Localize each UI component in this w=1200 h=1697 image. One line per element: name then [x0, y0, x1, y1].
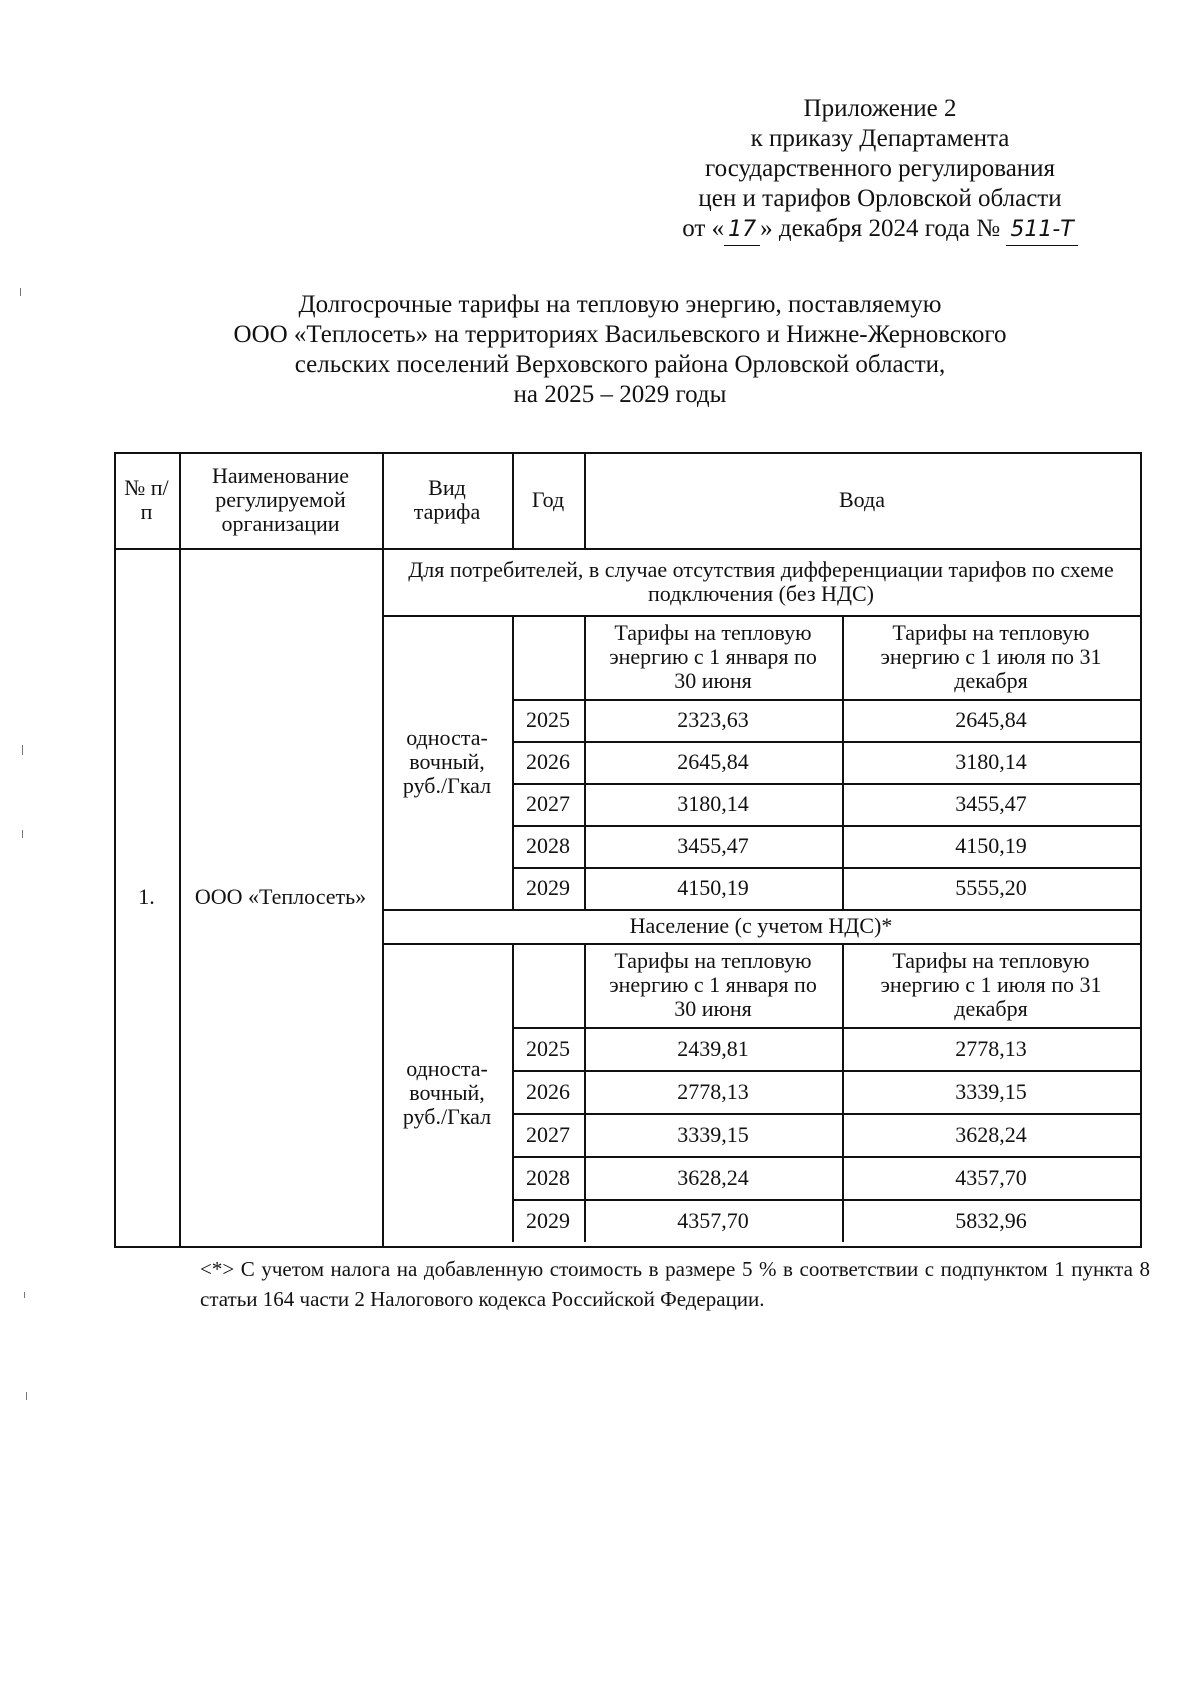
column-header-jan-jun: Тарифы на тепловую энергию с 1 января по 30 июня: [609, 948, 817, 1021]
row-year: 2028: [526, 833, 570, 858]
row-year: 2026: [526, 1078, 570, 1104]
scan-speck: [22, 830, 23, 838]
row-year: 2025: [526, 707, 570, 732]
tariff-value-jul-dec: 2778,13: [955, 1035, 1027, 1061]
row-year: 2026: [526, 749, 570, 774]
appendix-header: [600, 94, 1160, 246]
header-water: Вода: [839, 487, 885, 512]
table-border: [1140, 452, 1142, 1248]
scan-speck: [20, 288, 21, 296]
tariff-value-jul-dec: 3628,24: [955, 1121, 1027, 1147]
tariff-type: односта-вочный, руб./Гкал: [402, 1055, 492, 1129]
tariff-type: односта-вочный, руб./Гкал: [402, 725, 492, 798]
row-number: 1.: [138, 884, 155, 909]
header-year: Год: [531, 487, 565, 512]
scan-speck: [24, 1292, 25, 1298]
tariff-value-jan-jun: 4150,19: [677, 875, 749, 900]
column-header-jul-dec: Тарифы на тепловую энергию с 1 июля по 31 декабря: [880, 948, 1102, 1021]
title-line-3: сельских поселений Верховского района Орловской области,: [294, 351, 946, 378]
tariff-value-jan-jun: 3339,15: [677, 1121, 749, 1147]
title-line-2: ООО «Теплосеть» на территориях Васильевского и Нижне-Жерновского: [233, 321, 1007, 348]
row-year: 2029: [526, 1207, 570, 1233]
scan-speck: [22, 745, 23, 755]
appendix-line-5: [600, 214, 1160, 246]
tariff-value-jul-dec: 5832,96: [955, 1207, 1027, 1233]
order-date-prefix: от «: [682, 215, 725, 242]
tariff-value-jul-dec: 4150,19: [955, 833, 1027, 858]
tariff-value-jul-dec: 3180,14: [955, 749, 1027, 774]
appendix-line-2: к приказу Департамента: [750, 125, 1010, 152]
appendix-line-3: государственного регулирования: [704, 155, 1056, 182]
document-title: [200, 290, 1040, 410]
tariff-value-jan-jun: 3628,24: [677, 1164, 749, 1190]
tariff-value-jan-jun: 2323,63: [677, 707, 749, 732]
order-day-handwritten: 17: [724, 215, 760, 246]
column-header-jul-dec: Тарифы на тепловую энергию с 1 июля по 31 декабря: [880, 620, 1102, 693]
row-year: 2025: [526, 1035, 570, 1061]
section-title: Население (с учетом НДС)*: [629, 913, 893, 938]
title-line-4: на 2025 – 2029 годы: [513, 381, 727, 408]
tariff-value-jan-jun: 2645,84: [677, 749, 749, 774]
row-year: 2029: [526, 875, 570, 900]
tariff-value-jan-jun: 2778,13: [677, 1078, 749, 1104]
row-year: 2027: [526, 1121, 570, 1147]
tariff-value-jul-dec: 5555,20: [955, 875, 1027, 900]
appendix-line-1: Приложение 2: [803, 95, 957, 122]
tariff-value-jul-dec: 3339,15: [955, 1078, 1027, 1104]
section-title: Для потребителей, в случае отсутствия дифференциации тарифов по схеме подключения (без НДС): [408, 556, 1114, 606]
tariff-value-jul-dec: 3455,47: [955, 791, 1027, 816]
header-num: № п/п: [124, 475, 169, 524]
order-date-middle: » декабря 2024 года №: [760, 215, 1001, 242]
table-border: [584, 452, 586, 548]
footnote: <*> С учетом налога на добавленную стоимость в размере 5 % в соответствии с подпунктом 1 пункта 8 статьи 164 части 2 Налогового кодекса Российской Федерации.: [200, 1257, 1150, 1311]
row-year: 2027: [526, 791, 570, 816]
table-border: [512, 452, 514, 548]
tariff-value-jul-dec: 2645,84: [955, 707, 1027, 732]
header-organization: Наименование регулируемой организации: [211, 463, 350, 536]
column-header-jan-jun: Тарифы на тепловую энергию с 1 января по 30 июня: [609, 620, 817, 693]
tariff-value-jan-jun: 4357,70: [677, 1207, 749, 1233]
table-border: [114, 1246, 1142, 1248]
title-line-1: Долгосрочные тарифы на тепловую энергию, поставляемую: [298, 291, 942, 318]
tariff-value-jan-jun: 3455,47: [677, 833, 749, 858]
tariff-value-jan-jun: 2439,81: [677, 1035, 749, 1061]
order-number-handwritten: 511-Т: [1006, 215, 1077, 246]
row-year: 2028: [526, 1164, 570, 1190]
header-tariff-type: Вид тарифа: [413, 475, 481, 524]
tariff-value-jan-jun: 3180,14: [677, 791, 749, 816]
scan-speck: [26, 1392, 27, 1400]
appendix-line-4: цен и тарифов Орловской области: [698, 185, 1062, 212]
tariff-value-jul-dec: 4357,70: [955, 1164, 1027, 1190]
organization-name: ООО «Теплосеть»: [194, 884, 367, 909]
